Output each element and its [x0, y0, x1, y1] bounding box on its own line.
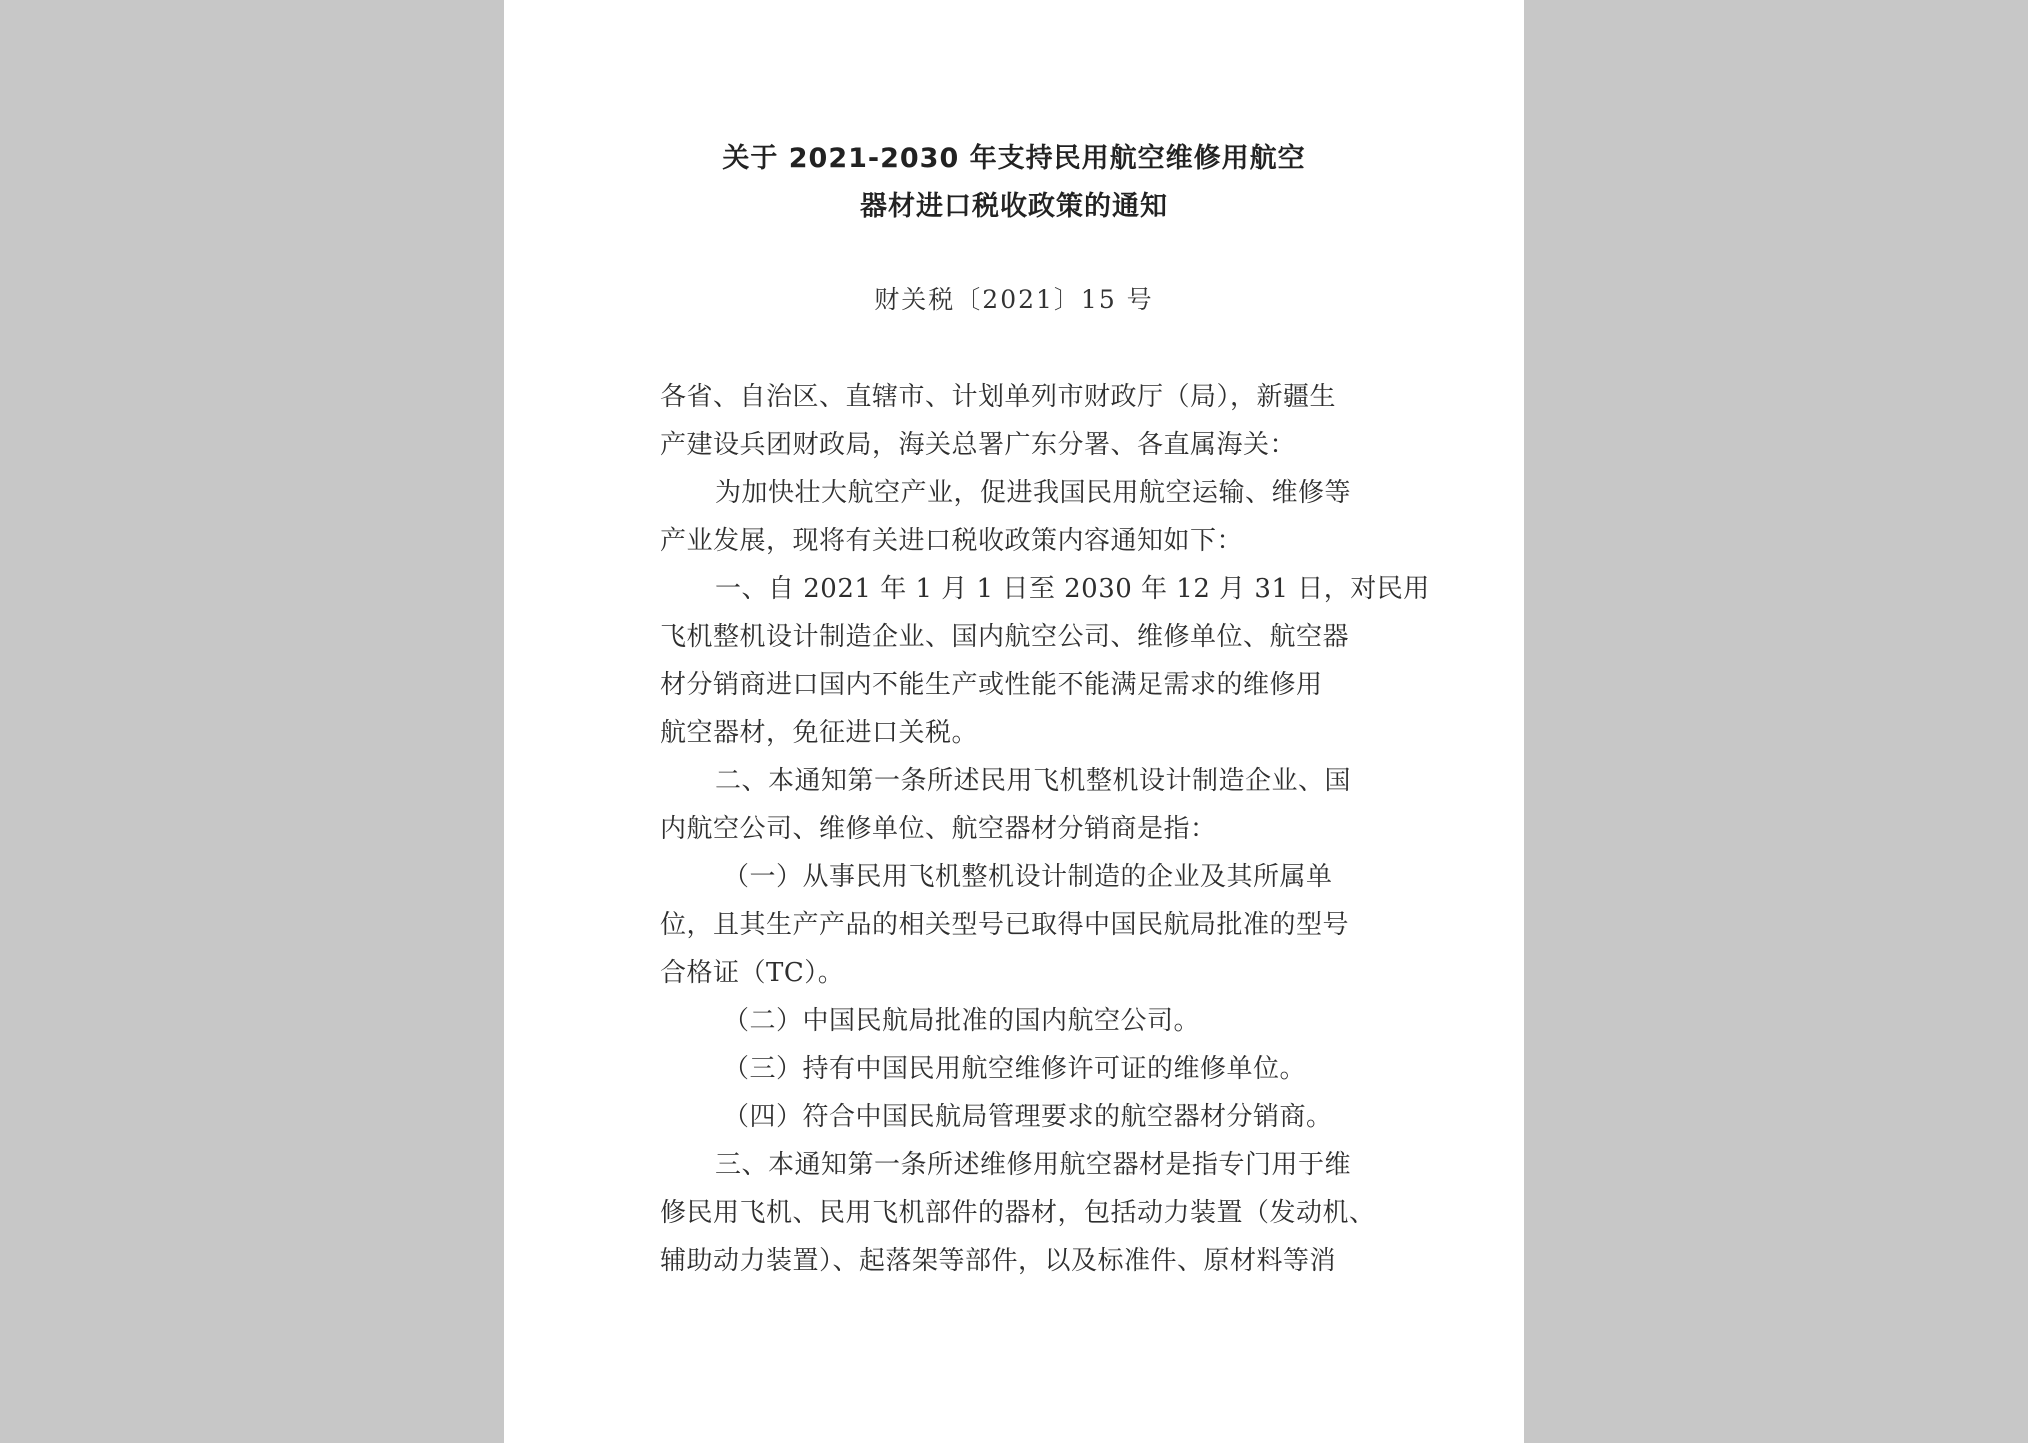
document-title-line-2: 器材进口税收政策的通知: [860, 191, 1168, 222]
paragraph-line: 飞机整机设计制造企业、国内航空公司、维修单位、航空器: [660, 622, 1350, 652]
paragraph-line: 材分销商进口国内不能生产或性能不能满足需求的维修用: [660, 670, 1323, 700]
paragraph-line: 内航空公司、维修单位、航空器材分销商是指：: [660, 814, 1217, 844]
paragraph-line: 产建设兵团财政局，海关总署广东分署、各直属海关：: [660, 430, 1297, 460]
paragraph-line: 产业发展，现将有关进口税收政策内容通知如下：: [660, 526, 1244, 556]
document-number: 财关税〔2021〕15 号: [874, 285, 1154, 314]
document-page: [504, 0, 1524, 1443]
paragraph-line: （二）中国民航局批准的国内航空公司。: [723, 1006, 1201, 1036]
paragraph-line: 航空器材，免征进口关税。: [660, 718, 979, 748]
paragraph-line: （一）从事民用飞机整机设计制造的企业及其所属单: [723, 862, 1333, 892]
paragraph-line: 二、本通知第一条所述民用飞机整机设计制造企业、国: [715, 766, 1352, 796]
paragraph-line: 合格证（TC）。: [660, 958, 845, 988]
paragraph-line: 为加快壮大航空产业，促进我国民用航空运输、维修等: [715, 478, 1352, 508]
document-title-line-1: 关于 2021-2030 年支持民用航空维修用航空: [722, 143, 1306, 174]
paragraph-line: 一、自 2021 年 1 月 1 日至 2030 年 12 月 31 日，对民用: [715, 574, 1430, 604]
paragraph-line: （三）持有中国民用航空维修许可证的维修单位。: [723, 1054, 1307, 1084]
paragraph-line: 各省、自治区、直辖市、计划单列市财政厅（局），新疆生: [660, 382, 1337, 412]
paragraph-line: 修民用飞机、民用飞机部件的器材，包括动力装置（发动机、: [660, 1198, 1376, 1228]
paragraph-line: 辅助动力装置）、起落架等部件，以及标准件、原材料等消: [660, 1246, 1337, 1276]
paragraph-line: 三、本通知第一条所述维修用航空器材是指专门用于维: [715, 1150, 1352, 1180]
paragraph-line: 位，且其生产产品的相关型号已取得中国民航局批准的型号: [660, 910, 1350, 940]
paragraph-line: （四）符合中国民航局管理要求的航空器材分销商。: [723, 1102, 1333, 1132]
